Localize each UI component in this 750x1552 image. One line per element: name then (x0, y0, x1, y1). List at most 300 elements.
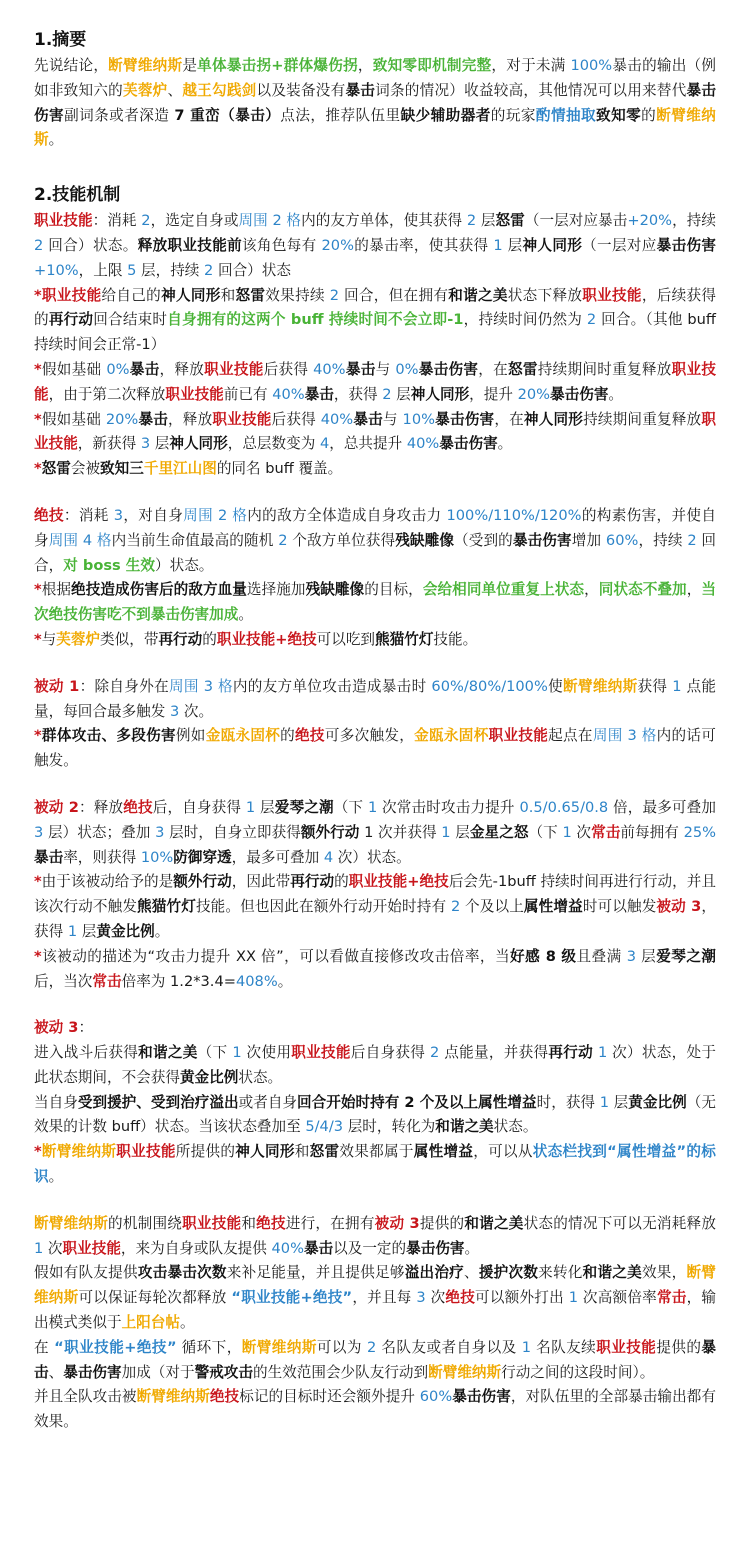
text-run: 再行动 (548, 1044, 594, 1062)
text-run: * (34, 360, 42, 378)
text-run: 效果持续 (265, 286, 330, 304)
text-run: 暴击 (34, 848, 64, 866)
text-run: 个及以上 (460, 898, 524, 916)
text-run: ，选定自身或 (150, 212, 239, 230)
text-run: 。 (464, 1239, 480, 1257)
text-run: 暴击伤害 (434, 410, 495, 428)
text-run: 效果， (641, 1264, 687, 1282)
text-run: 前每拥有 (620, 823, 684, 841)
text-run: 3 (416, 1289, 426, 1307)
text-run: 的生效范围会少队友行动到 (252, 1363, 429, 1381)
text-run: 状态下释放 (507, 286, 583, 304)
paragraph (34, 870, 716, 944)
text-run: 2 (329, 286, 340, 304)
paragraph (34, 504, 716, 578)
text-run: 且叠满 (576, 947, 627, 965)
text-run: 次高额倍率 (578, 1289, 657, 1307)
text-run: 次）状态，处于此状态期间，不会获得 (34, 1044, 717, 1086)
text-run: 内当前生命值最高的随机 (111, 531, 279, 549)
paragraph (34, 796, 716, 870)
text-run: 职业技能+绝技 (348, 873, 449, 891)
text-run: 暴击伤害 (63, 1363, 122, 1381)
text-run: 层 (255, 798, 275, 816)
text-run: 职业技能 (291, 1044, 351, 1062)
text-run: 内的友方单位攻击造成暴击时 (232, 677, 432, 695)
text-run: 可以保证每轮次都释放 (78, 1289, 232, 1307)
text-run: ，来为自身或队友提供 (120, 1239, 272, 1257)
paragraph (34, 724, 716, 774)
text-run: 的玩家 (490, 106, 536, 124)
text-run: 类似，带 (100, 630, 159, 648)
paragraph (34, 1041, 716, 1091)
text-run: 2 (586, 311, 597, 329)
text-run: 的构素伤害，并使自身 (34, 506, 716, 549)
text-run: 内的话可触发。 (34, 727, 716, 770)
text-run: 2 (34, 236, 44, 254)
text-run: 5/4/3 (305, 1118, 344, 1136)
text-run: 再行动 (290, 873, 335, 891)
text-run: ，因此带 (231, 873, 291, 891)
text-run: 起点在 (548, 727, 593, 745)
text-run: 周围 2 格 (183, 506, 248, 524)
text-run: 周围 3 格 (169, 677, 233, 695)
text-run: 点能量，每回合最多触发 (34, 677, 716, 720)
text-run: 回合）状态 (213, 261, 291, 279)
text-run: 神人同形 (235, 1143, 295, 1161)
text-run: ，并且每 (352, 1289, 417, 1307)
text-run: 行动之间的这段时间）。 (501, 1363, 655, 1381)
text-run: 可以为 (316, 1338, 368, 1356)
text-run: 4 (319, 435, 330, 453)
text-run: 职业技能 (34, 410, 716, 453)
text-run: 。 (608, 385, 624, 403)
paragraph (34, 1385, 716, 1435)
text-run: 职业技能 (488, 727, 549, 745)
text-run: 点能量，并获得 (439, 1044, 549, 1062)
text-run: ）状态。 (155, 556, 214, 574)
text-run: 金瓯永固杯 (205, 727, 281, 745)
paragraph (34, 945, 716, 995)
text-run: 回合。（其他 buff 持续时间会正常-1） (34, 311, 716, 354)
text-run: 暴击 (304, 385, 334, 403)
text-run: 黄金比例 (179, 1068, 239, 1086)
paragraph (34, 1261, 716, 1335)
text-run: 好感 8 级 (510, 947, 577, 965)
text-run: 20% (517, 385, 551, 403)
text-run: 1 次并获得 (359, 823, 442, 841)
text-run: 职业技能 (41, 286, 102, 304)
text-run: ，获得 (34, 898, 716, 940)
text-run: 暴击 (345, 81, 376, 99)
text-run: 以及装备没有 (256, 81, 346, 99)
text-run: * (34, 410, 42, 428)
text-run: 7 重峦（暴击） (174, 106, 281, 124)
text-run: 获得 (637, 677, 673, 695)
text-run: 状态的情况下可以无消耗释放 (523, 1214, 716, 1232)
text-run: 的机制围绕 (108, 1214, 183, 1232)
text-run: 20% (321, 236, 354, 254)
text-run: 1 (67, 922, 78, 940)
text-run: 被动 2 (34, 798, 79, 816)
text-run: 0% (395, 360, 419, 378)
text-run: 暴击的输出（例如非致知六的 (34, 57, 716, 99)
text-run: 以及一定的 (333, 1239, 407, 1257)
text-run: 致知零即机制完整 (372, 57, 492, 74)
text-run: 暴击伤害 (406, 1239, 465, 1257)
text-run: 2 (382, 385, 392, 403)
text-run: 攻击暴击次数 (137, 1264, 227, 1282)
text-run: 暴击 (34, 1338, 717, 1381)
text-run: 进入战斗后获得 (34, 1044, 139, 1062)
text-run: ，获得 (333, 385, 383, 403)
paragraph (34, 1212, 716, 1262)
text-run: ，持续 (638, 531, 688, 549)
text-run: 暴击伤害 (34, 81, 716, 124)
text-run: 词条的情况）收益较高，其他情况可以用来替代 (375, 81, 687, 99)
text-run: 所提供的 (175, 1143, 236, 1161)
text-run: 神人同形 (161, 286, 221, 304)
text-run: 职业技能 (34, 360, 716, 403)
text-run: 层）状态；叠加 (43, 823, 156, 841)
text-run: 层 (77, 922, 97, 940)
text-run: 上阳台帖 (121, 1314, 180, 1332)
text-run: 。 (48, 131, 64, 149)
text-run: 20% (105, 410, 139, 428)
text-run: 对 boss 生效 (63, 556, 155, 574)
text-run: ，后续获得的 (34, 286, 716, 329)
text-run: 该被动的描述为“攻击力提升 XX 倍”，可以看做直接修改攻击倍率，当 (41, 947, 511, 965)
text-run: 进行，在拥有 (285, 1214, 375, 1232)
text-run: 绝技 (256, 1214, 286, 1232)
text-run: 1 (232, 1044, 242, 1062)
text-run: 暴击 (353, 410, 383, 428)
text-run: ，提升 (469, 385, 518, 403)
text-run: 点法，推荐队伍里 (280, 106, 401, 124)
text-run: 层 (150, 435, 170, 453)
text-run: 当自身 (34, 1093, 78, 1111)
text-run: 循环下， (176, 1338, 242, 1356)
text-run: 神人同形 (169, 435, 228, 453)
text-run: 的 (641, 106, 657, 124)
text-run: 名队友或者自身以及 (376, 1338, 522, 1356)
text-run: 属性增益 (523, 898, 583, 916)
text-run: 职业技能 (182, 1214, 242, 1232)
text-run: 回合）状态。 (43, 236, 138, 254)
text-run: 与 (382, 410, 403, 428)
text-run: 例如 (175, 727, 206, 745)
text-run: （下 (528, 823, 563, 841)
text-run: ， (686, 581, 702, 599)
text-run: 职业技能 (596, 1338, 657, 1356)
text-run: 缺少辅助器者 (400, 106, 491, 124)
text-run: 给自己的 (101, 286, 162, 304)
text-run: 职业技能 (116, 1143, 176, 1161)
text-run: 暴击伤害 (439, 435, 498, 453)
text-run: 暴击伤害 (512, 531, 572, 549)
text-run: 内的敌方全体造成自身攻击力 (247, 506, 447, 524)
text-run: * (34, 947, 42, 965)
text-run: 40% (320, 410, 354, 428)
paragraph (34, 408, 716, 458)
text-run: 状态。 (493, 1118, 538, 1136)
text-run: 2 (450, 898, 461, 916)
text-run: 同状态不叠加 (598, 581, 687, 599)
text-run: 残缺雕像 (395, 531, 455, 549)
text-run: 假如基础 (41, 360, 107, 378)
text-run: 援护次数 (478, 1264, 539, 1282)
text-run: 可以额外打出 (475, 1289, 569, 1307)
paragraph (34, 54, 716, 153)
text-run: 和 (220, 286, 236, 304)
paragraph-spacer (34, 1190, 716, 1212)
text-run: 暴击 (345, 360, 376, 378)
text-run: 2 (278, 531, 288, 549)
text-run: 1 (599, 1093, 609, 1111)
text-run: 效果都属于 (339, 1143, 414, 1161)
text-run: 常击 (92, 972, 122, 990)
paragraph (34, 358, 716, 408)
text-run: “职业技能+绝技” (54, 1338, 177, 1356)
text-run: * (34, 873, 42, 891)
text-run: 职业技能 (34, 212, 93, 230)
text-run: 的 (334, 873, 349, 891)
paragraph (34, 209, 716, 283)
text-run: 或者自身 (238, 1093, 298, 1111)
text-run: 神人同形 (523, 410, 584, 428)
text-run: 2 (141, 212, 151, 230)
text-run: 越王勾践剑 (182, 81, 257, 99)
text-run: 常击 (591, 823, 621, 841)
text-run: 持续期间时重复释放 (537, 360, 672, 378)
text-run: ，对于未满 (491, 57, 571, 74)
text-run: 2 (430, 1044, 440, 1062)
text-run: 怒雷 (309, 1143, 340, 1161)
text-run: 。 (277, 972, 293, 990)
text-run: （下 (333, 798, 368, 816)
text-run: 1 (568, 1289, 579, 1307)
text-run: 。 (48, 1168, 64, 1186)
text-run: ，持续时间仍然为 (463, 311, 587, 329)
text-run: 技能。但也因此在额外行动开始时持有 (195, 898, 451, 916)
text-run: 1 (672, 677, 682, 695)
text-run: 被动 1 (34, 677, 80, 695)
text-run: 先说结论， (34, 57, 109, 74)
text-run: 0% (106, 360, 130, 378)
text-run: 致知三 (100, 460, 144, 478)
text-run: 当次绝技伤害吃不到暴击伤害加成 (34, 581, 716, 624)
text-run: 怒雷 (508, 360, 538, 378)
text-run: ，释放 (168, 410, 213, 428)
text-run: 和谐之美 (138, 1044, 198, 1062)
text-run: ，上限 (78, 261, 128, 279)
text-run: 3 (140, 435, 151, 453)
text-run: 断臂维纳斯 (41, 1143, 117, 1161)
text-run: 该角色每有 (242, 236, 322, 254)
text-run: 爱琴之潮 (656, 947, 717, 965)
text-run: ：除自身外在 (79, 677, 169, 695)
text-run: 金瓯永固杯 (414, 727, 489, 745)
text-run: 属性增益 (413, 1143, 474, 1161)
text-run: 金星之怒 (469, 823, 529, 841)
text-run: 层 (476, 212, 496, 230)
text-run: ，可以从 (473, 1143, 533, 1161)
text-run: 。 (238, 606, 253, 624)
text-run: 被动 3 (374, 1214, 420, 1232)
text-run: 。 (497, 435, 513, 453)
text-run: 回合，但在拥有 (339, 286, 449, 304)
text-run: 周围 2 格 (238, 212, 302, 230)
text-run: * (34, 460, 42, 478)
text-run: 次 (425, 1289, 446, 1307)
text-run: 和谐之美 (464, 1214, 524, 1232)
text-run: 职业技能 (165, 385, 224, 403)
text-run: ，持续 (672, 212, 716, 230)
text-run: 层时，转化为 (343, 1118, 436, 1136)
text-run: 的目标， (364, 581, 423, 599)
text-run: 和 (241, 1214, 257, 1232)
text-run: ， (357, 57, 373, 74)
text-run: 选择施加 (246, 581, 306, 599)
paragraph (34, 457, 716, 482)
text-run: 时可以触发 (582, 898, 657, 916)
paragraph-spacer (34, 653, 716, 675)
text-run: 个敌方单位获得 (287, 531, 396, 549)
text-run: +10% (34, 261, 79, 279)
paragraph (34, 284, 716, 358)
text-run: 释放职业技能前 (137, 236, 243, 254)
text-run: 是 (182, 57, 198, 74)
text-run: 40% (272, 385, 305, 403)
text-run: ，对自身 (123, 506, 184, 524)
text-run: 25% (683, 823, 717, 841)
text-run: 假如基础 (41, 410, 106, 428)
paragraph (34, 1016, 716, 1041)
paragraph (34, 1091, 716, 1141)
text-run: 绝技造成伤害后的敌方血量 (71, 581, 247, 599)
paragraph (34, 1140, 716, 1190)
text-run: 40% (271, 1239, 304, 1257)
text-run: 额外行动 (173, 873, 232, 891)
text-run: 常击 (656, 1289, 687, 1307)
text-run: ： (78, 1019, 94, 1037)
text-run: 职业技能 (212, 410, 272, 428)
text-run: * (34, 581, 42, 599)
text-run: 副词条或者深造 (64, 106, 175, 124)
text-run: 爱琴之潮 (274, 798, 334, 816)
text-run: 层 (636, 947, 657, 965)
text-run: 额外行动 (300, 823, 360, 841)
text-run: 后自身获得 (350, 1044, 431, 1062)
text-run: 3 (169, 702, 180, 720)
text-run: 标记的目标时还会额外提升 (239, 1388, 420, 1406)
text-run: 根据 (41, 581, 72, 599)
text-run: 4 (323, 848, 334, 866)
text-run: 增加 (571, 531, 606, 549)
text-run: ：释放 (78, 798, 124, 816)
text-run: 千里江山图 (143, 460, 217, 478)
text-run: 来转化 (538, 1264, 583, 1282)
text-run: 名队友续 (531, 1338, 597, 1356)
text-run: 状态。 (238, 1068, 283, 1086)
text-run: 并且全队攻击被 (34, 1388, 137, 1406)
text-run: 次使用 (241, 1044, 292, 1062)
text-run: 暴击 (138, 410, 169, 428)
text-run: 与 (41, 630, 57, 648)
text-run: 使 (547, 677, 564, 695)
text-run: 可以吃到 (316, 630, 376, 648)
text-run: 暴击伤害 (418, 360, 479, 378)
text-run: 与 (375, 360, 396, 378)
text-run: 持续期间重复释放 (583, 410, 702, 428)
text-run: 层 (502, 236, 523, 254)
text-run: 次常击时攻击力提升 (377, 798, 520, 816)
text-run: 在 (34, 1338, 55, 1356)
text-run: 来补足能量，并且提供足够 (226, 1264, 405, 1282)
text-run: 、 (464, 1264, 479, 1282)
text-run: 408% (235, 972, 278, 990)
text-run: 1 (34, 1239, 44, 1257)
text-run: 断臂维纳斯 (428, 1363, 502, 1381)
text-run: 次 (571, 823, 592, 841)
text-run: 后，自身获得 (152, 798, 246, 816)
text-run: 和谐之美 (582, 1264, 642, 1282)
text-run: 后获得 (263, 360, 314, 378)
text-run: ，最多可叠加 (231, 848, 324, 866)
text-run: 怒雷 (495, 212, 525, 230)
text-run: 自身拥有的这两个 buff 持续时间不会立即-1 (167, 311, 464, 329)
text-run: 怒雷 (235, 286, 266, 304)
text-run: 2 (204, 261, 214, 279)
text-run: 致知零 (596, 106, 642, 124)
text-run: ，释放 (159, 360, 205, 378)
paragraph-spacer (34, 482, 716, 504)
text-run: 率，则获得 (63, 848, 141, 866)
text-run: 熊猫竹灯 (375, 630, 434, 648)
text-run: 3 (155, 823, 165, 841)
text-run: 的暴击率，使其获得 (353, 236, 494, 254)
text-run: 和谐之美 (448, 286, 508, 304)
text-run: 再行动 (158, 630, 203, 648)
paragraph-spacer (34, 153, 716, 175)
text-run: 1 (441, 823, 451, 841)
text-run: 回合， (34, 531, 716, 574)
text-run: ，新获得 (77, 435, 141, 453)
text-run: 由于该被动给予的是 (41, 873, 174, 891)
text-run: 100% (570, 57, 613, 74)
text-run: 、 (167, 81, 183, 99)
text-run: 单体暴击拐+群体爆伤拐 (197, 57, 358, 74)
text-run: 断臂维纳斯 (34, 1264, 716, 1307)
text-run: 3 (626, 947, 637, 965)
text-run: 绝技 (295, 727, 325, 745)
text-run: 2 (367, 1338, 377, 1356)
text-run: 层，持续 (136, 261, 205, 279)
text-run: 3 (34, 823, 44, 841)
text-run: 的同名 buff 覆盖。 (216, 460, 343, 478)
text-run: 警戒攻击 (194, 1363, 253, 1381)
text-run: 熊猫竹灯 (137, 898, 196, 916)
text-run: 酌情抽取 (535, 106, 597, 124)
text-run: 60% (605, 531, 639, 549)
text-run: （一层对应 (582, 236, 657, 254)
text-run: 回合结束时 (93, 311, 168, 329)
text-run: 断臂维纳斯 (241, 1338, 317, 1356)
text-run: 绝技 (34, 506, 64, 524)
text-run: 和谐之美 (435, 1118, 494, 1136)
text-run: 10% (402, 410, 435, 428)
text-run: 断臂维纳斯 (108, 57, 183, 74)
text-run: （受到的 (454, 531, 513, 549)
